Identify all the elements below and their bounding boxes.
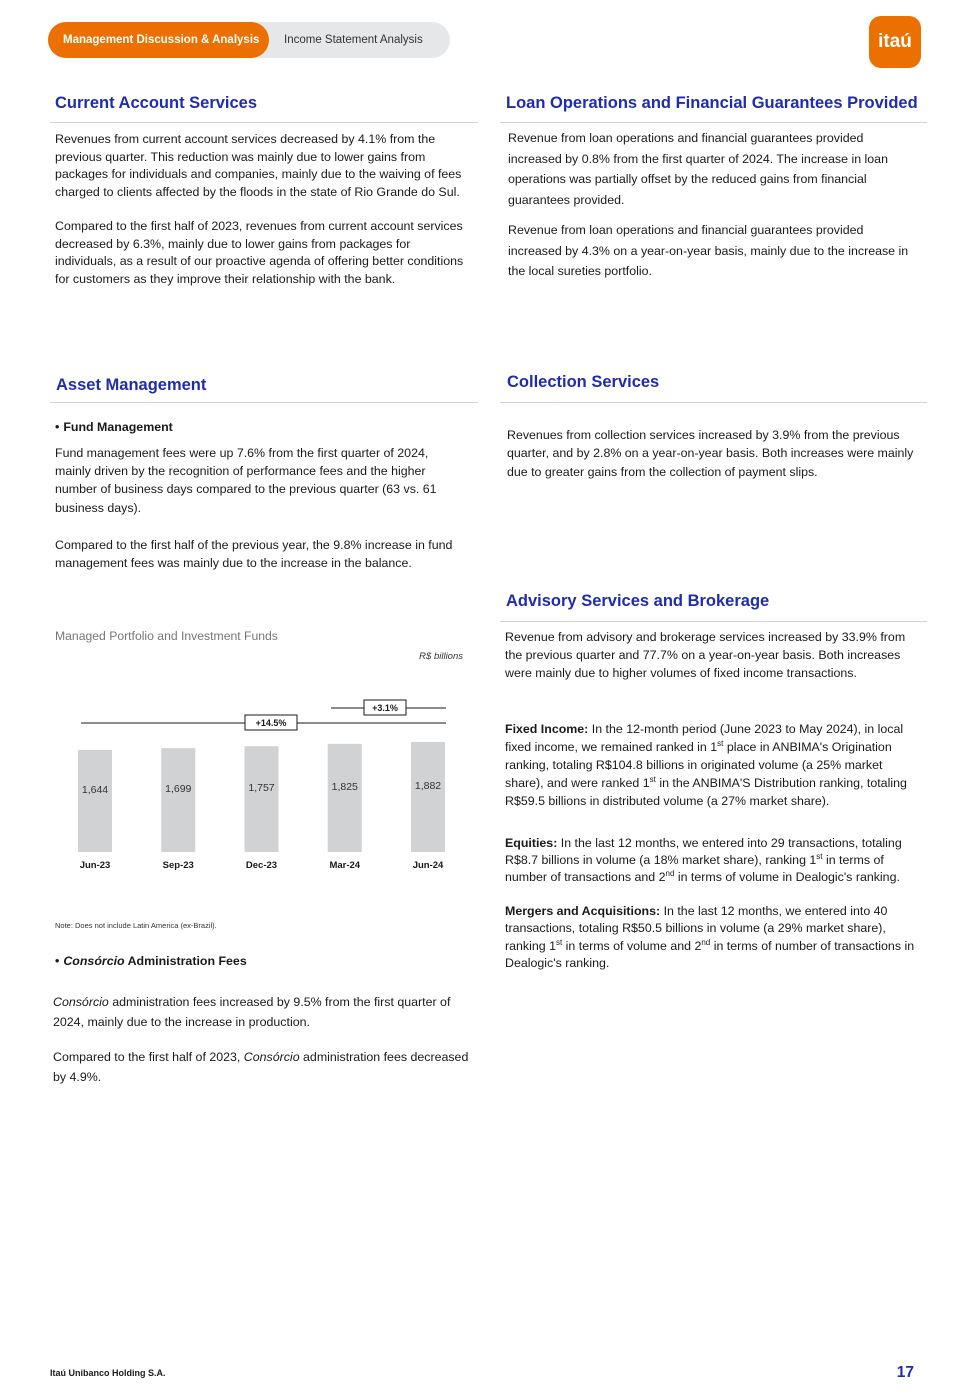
consorcio-bullet-italic: Consórcio [63,954,125,968]
fixed-income-text-c: in the ANBIMA'S Distribution ranking, totaling R$59.5 billions in distributed volume (a 27% market share). [505,776,907,809]
loan-operations-title: Loan Operations and Financial Guarantees Provided [506,94,918,112]
divider [50,402,478,403]
managed-portfolio-chart [70,690,465,880]
footer-company: Itaú Unibanco Holding S.A. [50,1368,166,1378]
category-label: Dec-23 [245,860,278,871]
fund-management-bullet [55,420,173,434]
asset-management-title: Asset Management [56,376,207,394]
collection-services-text [507,426,922,498]
bar-value-label: 1,699 [165,783,192,796]
superscript: st [649,775,656,785]
mna-text-c: in terms of number of transactions in Dealogic's ranking. [505,938,915,970]
fixed-income-label: Fixed Income: [505,721,589,736]
bar-value-label: 1,757 [248,782,275,795]
current-account-paragraph-2: Compared to the first half of 2023, revenues from current account services decreased by 6.3%, mainly due to lower gains from packages for individuals, as a result of our proactive agenda of offering better conditions for customers as they improve their relationship with the bank. [55,219,464,286]
advisory-services-title: Advisory Services and Brokerage [506,592,770,610]
fund-management-paragraph-2: Compared to the first half of the previous year, the 9.8% increase in fund management fees was mainly due to the increase in the balance. [55,537,453,571]
fund-management-label: Fund Management [63,420,173,434]
advisory-text [505,628,915,989]
consorcio-bullet [55,954,247,968]
current-account-paragraph-1: Revenues from current account services decreased by 4.1% from the previous quarter. This reduction was mainly due to lower gains from packages for individuals and companies, mainly due to the waiving of fees charged to clients affected by the floods in the state of Rio Grande do Sul. [55,132,462,199]
fund-management-text [55,444,467,589]
superscript: nd [701,937,711,947]
superscript: st [717,738,724,748]
bullet-icon: • [55,954,60,968]
category-label: Jun-24 [412,860,444,871]
divider [500,621,927,622]
itau-logo: itaú [869,16,921,68]
advisory-paragraph-1: Revenue from advisory and brokerage services increased by 33.9% from the previous quarter and 77.7% on a year-on-year basis. Both increases were mainly due to higher volumes of fixed income transactions. [505,630,906,681]
collection-paragraph-1: Revenues from collection services increased by 3.9% from the previous quarter, and by 2.8% on a year-on-year basis. Both increases were mainly due to greater gains from the collection of payment slips. [507,428,914,479]
bar-value-label: 1,644 [81,784,109,796]
consorcio-bullet-rest: Administration Fees [124,954,247,968]
consorcio-p2-start: Compared to the first half of 2023, [53,1050,244,1064]
equities-text-c: in terms of volume in Dealogic's ranking. [674,870,900,885]
divider [50,122,478,123]
growth-label-short: +3.1% [372,703,398,713]
divider [500,402,927,403]
superscript: st [555,937,563,947]
fund-management-paragraph-1: Fund management fees were up 7.6% from the first quarter of 2024, mainly driven by the recognition of performance fees and the higher number of business days compared to the previous quarter (63 vs. 61 business days). [55,446,437,515]
chart-bar [161,748,195,852]
chart-title: Managed Portfolio and Investment Funds [55,629,278,643]
tab-management-discussion[interactable]: Management Discussion & Analysis [48,22,269,58]
consorcio-italic: Consórcio [243,1050,300,1064]
fixed-income-paragraph [505,720,915,811]
chart-note: Note: Does not include Latin America (ex-Brazil). [55,921,217,930]
consorcio-paragraph-1 [53,993,471,1032]
equities-paragraph [505,835,915,887]
current-account-title: Current Account Services [55,94,258,112]
section-tabs [48,22,450,58]
bar-value-label: 1,882 [414,779,442,792]
mna-text-a: In the last 12 months, we entered into 40 transactions, totaling R$50.5 billions in volume (a 29% market share), ranking 1 [505,904,888,953]
equities-text-a: In the last 12 months, we entered into 29 transactions, totaling R$8.7 billions in volume (a 18% market share), ranking 1 [505,835,902,867]
loan-operations-paragraph-2: Revenue from loan operations and financial guarantees provided increased by 4.3% on a year-on-year basis, mainly due to the increase in the local sureties portfolio. [508,223,909,278]
chart-bar [245,746,279,852]
consorcio-italic: Consórcio [53,995,109,1009]
equities-label: Equities: [505,835,558,850]
fixed-income-text-b: place in ANBIMA's Origination ranking, totaling R$104.8 billions in originated volume (a 25% market share), and were ranked 1 [505,739,892,791]
page-number: 17 [896,1364,914,1381]
current-account-text [55,131,465,305]
mna-label: Mergers and Acquisitions: [505,904,661,919]
mna-text-b: in terms of volume and 2 [562,938,702,953]
superscript: st [816,851,823,861]
bullet-icon: • [55,420,60,434]
chart-bar [328,744,362,852]
category-label: Sep-23 [162,860,194,871]
loan-operations-text [508,128,918,292]
fixed-income-text-a: In the 12-month period (June 2023 to May 2024), in local fixed income, we remained ranked in 1 [505,721,904,754]
loan-operations-paragraph-1: Revenue from loan operations and financial guarantees provided increased by 0.8% from the first quarter of 2024. The increase in loan operations was partially offset by the reduced gains from financial guarantees provided. [508,131,888,207]
superscript: nd [665,868,675,878]
growth-label-long: +14.5% [255,718,287,728]
collection-services-title: Collection Services [507,373,660,391]
tab-income-statement[interactable]: Income Statement Analysis [284,34,423,46]
category-label: Jun-23 [79,860,111,871]
chart-bar [411,742,445,852]
consorcio-p2-rest: administration fees decreased by 4.9%. [53,1050,469,1084]
bar-value-label: 1,825 [331,780,358,793]
consorcio-p1-rest: administration fees increased by 9.5% from the first quarter of 2024, mainly due to the increase in production. [53,995,451,1029]
mna-paragraph [505,903,915,972]
equities-text-b: in terms of number of transactions and 2 [505,852,884,885]
chart-unit-label: R$ billions [419,651,463,662]
consorcio-paragraph-2 [53,1048,471,1087]
chart-bar [78,750,112,852]
divider [500,122,927,123]
category-label: Mar-24 [329,860,361,871]
consorcio-text [53,993,471,1104]
